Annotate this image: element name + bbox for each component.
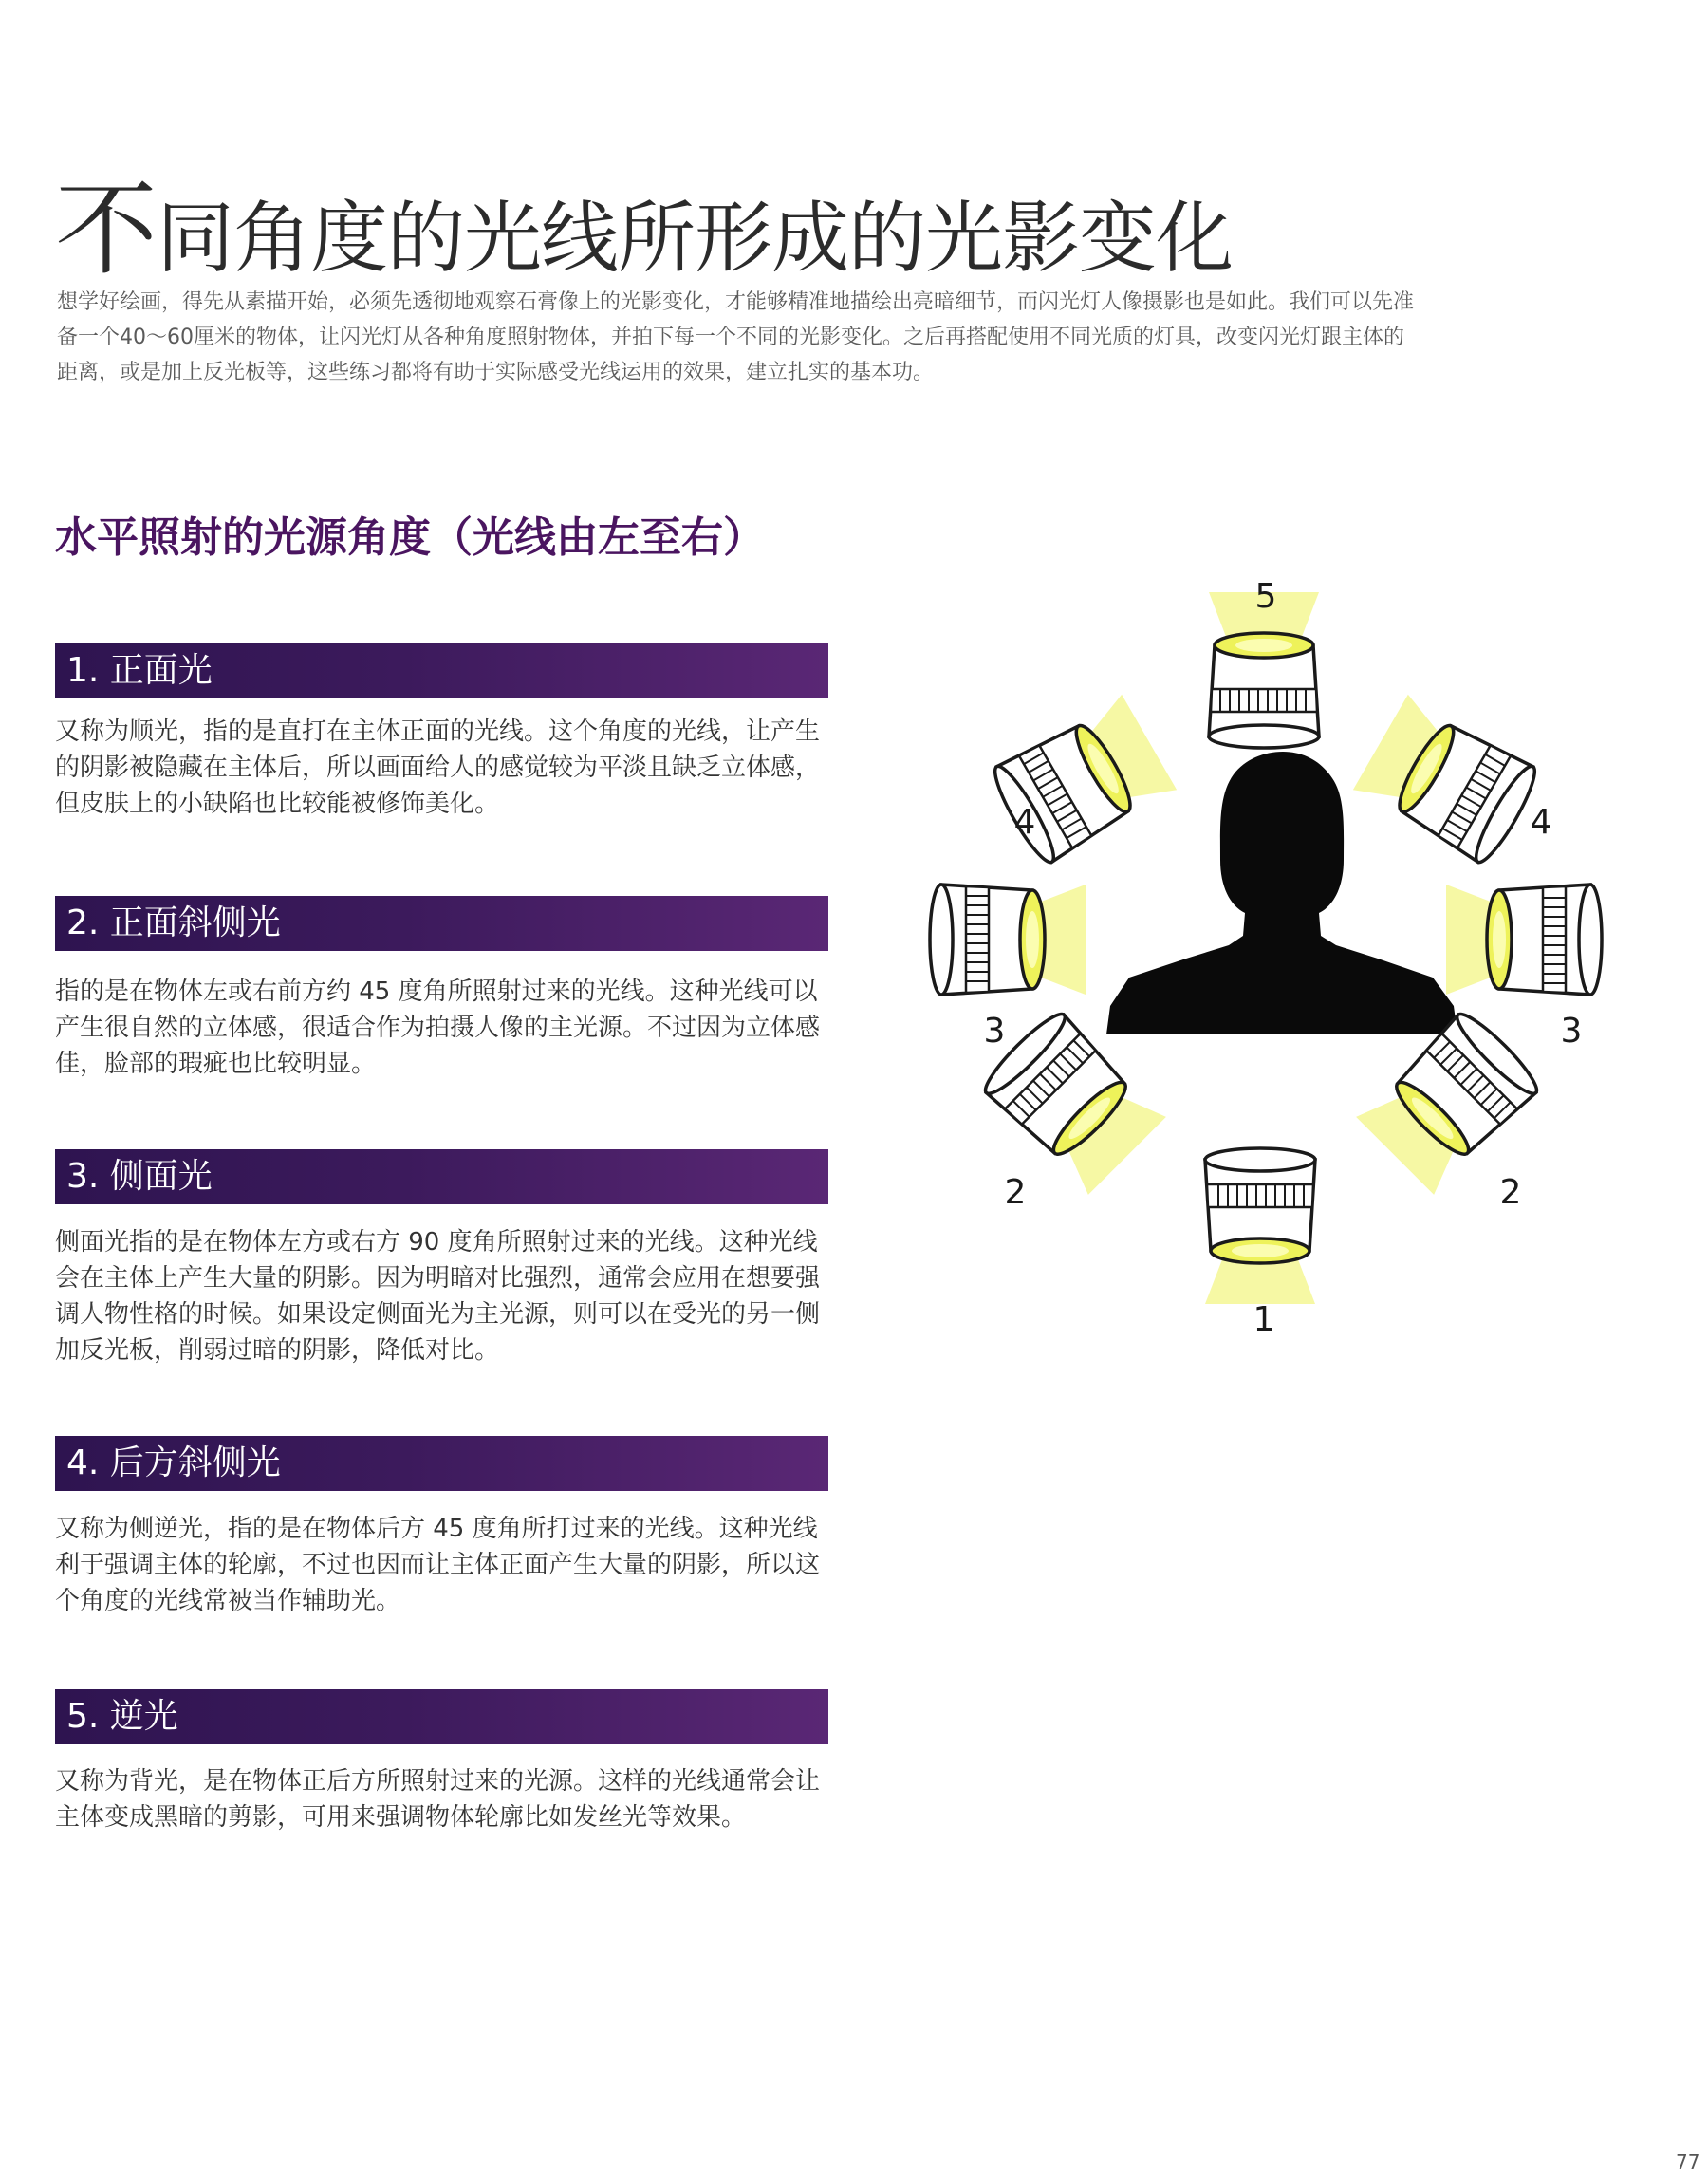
label-3-right: 3 [1560, 1012, 1583, 1051]
intro-paragraph: 想学好绘画，得先从素描开始，必须先透彻地观察石膏像上的光影变化，才能够精准地描绘出亮暗细节，而闪光灯人像摄影也是如此。我们可以先准备一个40～60厘米的物体，让闪光灯从各种角度照射物体，并拍下每一个不同的光影变化。之后再搭配使用不同光质的灯具，改变闪光灯跟主体的距离，或是加上反光板等，这些练习都将有助于实际感受光线运用的效果，建立扎实的基本功。 [57, 290, 1415, 384]
label-2-right: 2 [1499, 1173, 1522, 1212]
section-heading-backlight: 5. 逆光 [55, 1689, 828, 1744]
lamp-2-lower-right [1356, 1007, 1544, 1195]
section-text-front-light: 又称为顺光，指的是直打在主体正面的光线。这个角度的光线，让产生的阴影被隐藏在主体后，所以画面给人的感觉较为平淡且缺乏立体感，但皮肤上的小缺陷也比较能被修饰美化。 [55, 717, 821, 818]
section-text-side-light: 侧面光指的是在物体左方或右方 90 度角所照射过来的光线。这种光线会在主体上产生大量的阴影。因为明暗对比强烈，通常会应用在想要强调人物性格的时候。如果设定侧面光为主光源，则可以在受光的另一侧加反光板，削弱过暗的阴影，降低对比。 [55, 1228, 821, 1365]
lamp-3-left [930, 885, 1086, 995]
label-5-top: 5 [1254, 577, 1277, 616]
page-number: 77 [1676, 2151, 1700, 2173]
label-2-left: 2 [1004, 1173, 1027, 1212]
section-text-front-oblique-light: 指的是在物体左或右前方约 45 度角所照射过来的光线。这种光线可以产生很自然的立体感，很适合作为拍摄人像的主光源。不过因为立体感佳，脸部的瑕疵也比较明显。 [55, 978, 821, 1078]
label-3-left: 3 [983, 1012, 1006, 1051]
page-title-first-char: 不 [55, 171, 158, 289]
page-title [55, 169, 1233, 292]
label-4-left: 4 [1013, 803, 1036, 842]
lamp-3-right [1446, 885, 1602, 995]
section-text-backlight: 又称为背光，是在物体正后方所照射过来的光源。这样的光线通常会让主体变成黑暗的剪影，可用来强调物体轮廓比如发丝光等效果。 [55, 1767, 821, 1832]
lamp-4-upper-right [1353, 695, 1543, 867]
section-subtitle: 水平照射的光源角度（光线由左至右） [55, 513, 765, 562]
section-text-rear-oblique-light: 又称为侧逆光，指的是在物体后方 45 度角所打过来的光线。这种光线利于强调主体的轮廓，不过也因而让主体正面产生大量的阴影，所以这个角度的光线常被当作辅助光。 [55, 1515, 821, 1615]
label-1-bottom: 1 [1253, 1300, 1275, 1338]
section-heading-front-oblique-light: 2. 正面斜侧光 [55, 896, 828, 951]
lamp-1-front [1205, 1148, 1315, 1304]
lamp-2-lower-left [978, 1007, 1166, 1195]
label-4-right: 4 [1530, 803, 1552, 842]
lighting-angle-diagram [911, 560, 1632, 1338]
page-title-rest: 同角度的光线所形成的光影变化 [157, 194, 1234, 284]
section-heading-front-light: 1. 正面光 [55, 643, 828, 698]
section-heading-rear-oblique-light: 4. 后方斜侧光 [55, 1436, 828, 1491]
section-heading-side-light: 3. 侧面光 [55, 1149, 828, 1204]
